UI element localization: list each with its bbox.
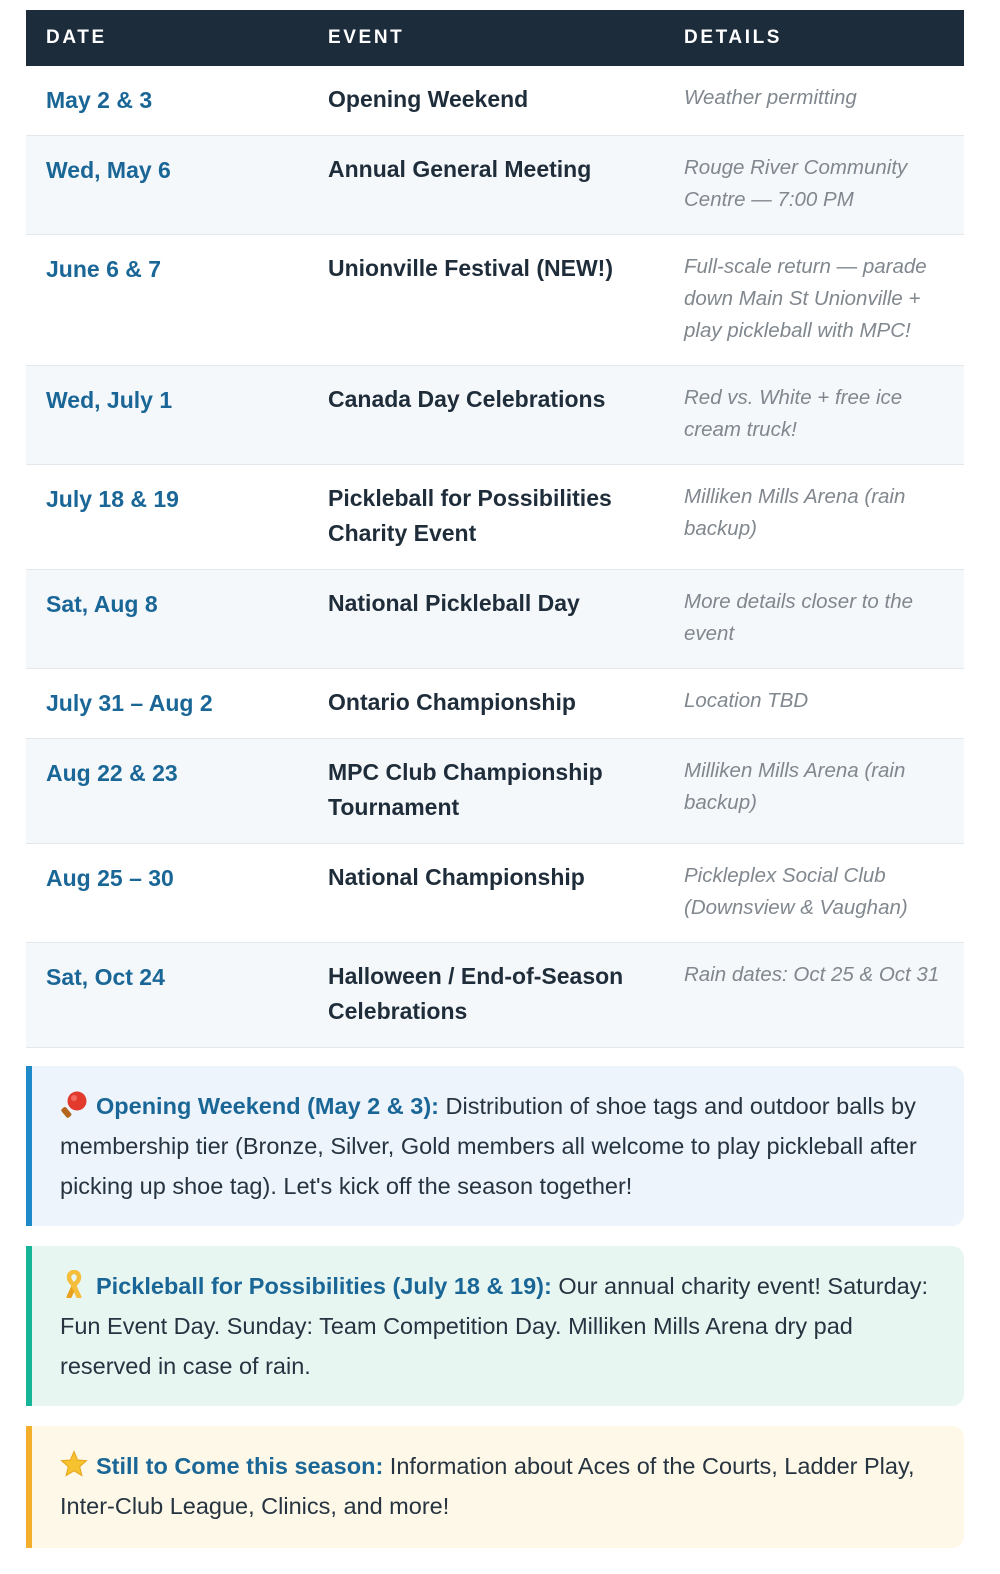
column-header-details: DETAILS	[684, 27, 783, 48]
event-name: Ontario Championship	[328, 689, 576, 715]
event-name: National Pickleball Day	[328, 590, 580, 616]
charity-event-callout	[26, 1246, 964, 1406]
event-date: Wed, May 6	[46, 157, 171, 183]
paddle-icon	[60, 1090, 88, 1118]
column-header-event: EVENT	[328, 27, 405, 48]
event-name: Halloween / End-of-Season Celebrations	[328, 963, 624, 1024]
table-row	[26, 943, 964, 1048]
table-row	[26, 136, 964, 235]
table-row	[26, 465, 964, 570]
event-date: Wed, July 1	[46, 387, 173, 413]
event-name: National Championship	[328, 864, 585, 890]
opening-weekend-text: Distribution of shoe tags and outdoor balls by membership tier (Bronze, Silver, Gold members all welcome to play pickleball after picking up shoe tag). Let's kick off the season together!	[60, 1093, 917, 1199]
event-name: Canada Day Celebrations	[328, 386, 606, 412]
event-details: Milliken Mills Arena (rain backup)	[684, 485, 906, 540]
column-header-date: DATE	[46, 27, 107, 48]
schedule-table	[26, 10, 964, 1048]
event-details: Rouge River Community Centre — 7:00 PM	[684, 156, 908, 211]
event-date: Sat, Aug 8	[46, 591, 158, 617]
event-name: Annual General Meeting	[328, 156, 592, 182]
table-row	[26, 844, 964, 943]
event-date: May 2 & 3	[46, 87, 153, 113]
event-date: July 18 & 19	[46, 486, 179, 512]
event-date: Sat, Oct 24	[46, 964, 165, 990]
table-row	[26, 739, 964, 844]
event-details: Milliken Mills Arena (rain backup)	[684, 759, 906, 814]
still-to-come-callout	[26, 1426, 964, 1548]
event-details: Full-scale return — parade down Main St Unionville + play pickleball with MPC!	[684, 255, 927, 342]
opening-weekend-callout	[26, 1066, 964, 1226]
event-date: Aug 25 – 30	[46, 865, 174, 891]
event-name: MPC Club Championship Tournament	[328, 759, 603, 820]
table-row	[26, 66, 964, 136]
still-to-come-text: Information about Aces of the Courts, Ladder Play, Inter-Club League, Clinics, and more!	[60, 1453, 915, 1519]
event-name: Unionville Festival (NEW!)	[328, 255, 613, 281]
schedule-section	[26, 10, 964, 1048]
charity-event-heading: Pickleball for Possibilities (July 18 & 19):	[96, 1273, 552, 1299]
charity-event-text: Our annual charity event! Saturday: Fun Event Day. Sunday: Team Competition Day. Milliken Mills Arena dry pad reserved in case of rain.	[60, 1273, 929, 1379]
event-details: Red vs. White + free ice cream truck!	[684, 386, 903, 441]
event-details: Rain dates: Oct 25 & Oct 31	[684, 963, 940, 986]
event-date: July 31 – Aug 2	[46, 690, 213, 716]
event-details: Location TBD	[684, 689, 809, 712]
table-row	[26, 570, 964, 669]
star-icon	[60, 1450, 88, 1478]
event-details: More details closer to the event	[684, 590, 914, 645]
table-row	[26, 669, 964, 739]
table-header-row	[26, 10, 964, 66]
event-name: Pickleball for Possibilities Charity Event	[328, 485, 612, 546]
table-row	[26, 235, 964, 366]
event-details: Weather permitting	[684, 86, 857, 109]
opening-weekend-heading: Opening Weekend (May 2 & 3):	[96, 1093, 439, 1119]
table-row	[26, 366, 964, 465]
event-date: June 6 & 7	[46, 256, 162, 282]
awareness-ribbon-icon	[60, 1270, 88, 1298]
still-to-come-heading: Still to Come this season:	[96, 1453, 384, 1479]
event-details: Pickleplex Social Club (Downsview & Vaughan)	[684, 864, 908, 919]
event-name: Opening Weekend	[328, 86, 529, 112]
event-date: Aug 22 & 23	[46, 760, 178, 786]
